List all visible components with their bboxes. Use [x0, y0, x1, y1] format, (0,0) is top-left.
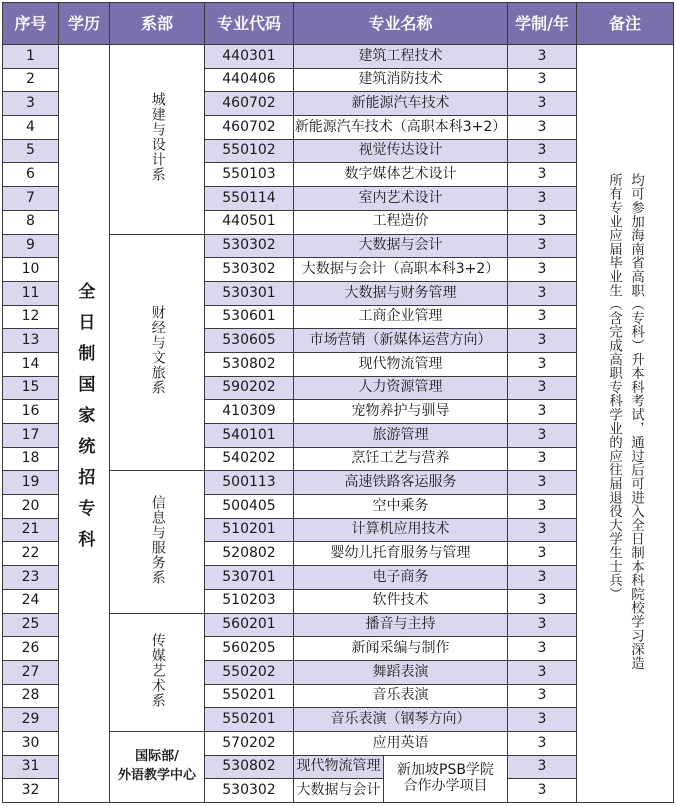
study-years: 3 — [508, 329, 577, 353]
row-number: 15 — [3, 376, 59, 400]
major-name: 新能源汽车技术 — [294, 92, 508, 116]
major-name: 应用英语 — [294, 731, 508, 755]
study-years: 3 — [508, 684, 577, 708]
major-name: 电子商务 — [294, 566, 508, 590]
row-number: 9 — [3, 234, 59, 258]
department-name: 信息与服务系 — [149, 494, 166, 585]
major-name: 建筑消防技术 — [294, 68, 508, 92]
row-number: 29 — [3, 708, 59, 732]
major-name: 现代物流管理 — [294, 352, 508, 376]
major-name: 宠物养护与驯导 — [294, 400, 508, 424]
study-years: 3 — [508, 210, 577, 234]
major-code: 520802 — [205, 542, 294, 566]
remarks-line: 所有专业应届毕业生（含完成高职专科学业的应往届退役大学生士兵） — [606, 172, 623, 601]
major-code: 500405 — [205, 495, 294, 519]
major-code: 570202 — [205, 731, 294, 755]
major-name: 播音与主持 — [294, 613, 508, 637]
major-code: 460702 — [205, 116, 294, 140]
study-years: 3 — [508, 731, 577, 755]
major-name: 数字媒体艺术设计 — [294, 163, 508, 187]
major-code: 410309 — [205, 400, 294, 424]
department-cell — [110, 471, 205, 613]
department-cell — [110, 613, 205, 731]
major-code: 540202 — [205, 447, 294, 471]
study-years: 3 — [508, 92, 577, 116]
major-name: 工商企业管理 — [294, 305, 508, 329]
row-number: 20 — [3, 495, 59, 519]
major-code: 530802 — [205, 755, 294, 779]
department-name: 国际部/ 外语教学中心 — [117, 749, 196, 783]
header-remarks: 备注 — [577, 3, 674, 45]
major-code: 550201 — [205, 684, 294, 708]
row-number: 1 — [3, 45, 59, 69]
major-name: 大数据与会计 — [294, 779, 384, 803]
major-name: 人力资源管理 — [294, 376, 508, 400]
major-code: 530301 — [205, 281, 294, 305]
study-years: 3 — [508, 542, 577, 566]
major-code: 590202 — [205, 376, 294, 400]
study-years: 3 — [508, 376, 577, 400]
department-name: 财经与文旅系 — [149, 305, 166, 396]
major-name: 旅游管理 — [294, 424, 508, 448]
major-name: 婴幼儿托育服务与管理 — [294, 542, 508, 566]
major-code: 560205 — [205, 637, 294, 661]
row-number: 25 — [3, 613, 59, 637]
major-name: 软件技术 — [294, 589, 508, 613]
major-name: 大数据与财务管理 — [294, 281, 508, 305]
major-code: 440501 — [205, 210, 294, 234]
row-number: 24 — [3, 589, 59, 613]
row-number: 11 — [3, 281, 59, 305]
study-years: 3 — [508, 139, 577, 163]
major-name: 舞蹈表演 — [294, 660, 508, 684]
row-number: 14 — [3, 352, 59, 376]
major-name: 空中乘务 — [294, 495, 508, 519]
majors-table — [2, 2, 674, 803]
study-years: 3 — [508, 589, 577, 613]
study-years: 3 — [508, 352, 577, 376]
row-number: 21 — [3, 518, 59, 542]
psb-program-note: 新加坡PSB学院 合作办学项目 — [384, 755, 508, 802]
study-years: 3 — [508, 163, 577, 187]
major-name: 音乐表演 — [294, 684, 508, 708]
row-number: 23 — [3, 566, 59, 590]
study-years: 3 — [508, 495, 577, 519]
study-years: 3 — [508, 234, 577, 258]
major-code: 460702 — [205, 92, 294, 116]
study-years: 3 — [508, 518, 577, 542]
row-number: 13 — [3, 329, 59, 353]
study-years: 3 — [508, 281, 577, 305]
row-number: 30 — [3, 731, 59, 755]
major-name: 烹饪工艺与营养 — [294, 447, 508, 471]
study-years: 3 — [508, 424, 577, 448]
major-name: 新闻采编与制作 — [294, 637, 508, 661]
major-name: 大数据与会计 — [294, 234, 508, 258]
major-code: 540101 — [205, 424, 294, 448]
major-name: 现代物流管理 — [294, 755, 384, 779]
major-code: 550201 — [205, 708, 294, 732]
row-number: 5 — [3, 139, 59, 163]
major-name: 市场营销（新媒体运营方向） — [294, 329, 508, 353]
row-number: 3 — [3, 92, 59, 116]
major-name: 工程造价 — [294, 210, 508, 234]
major-name: 大数据与会计（高职本科3+2） — [294, 258, 508, 282]
study-years: 3 — [508, 779, 577, 803]
major-code: 550102 — [205, 139, 294, 163]
major-code: 530701 — [205, 566, 294, 590]
row-number: 18 — [3, 447, 59, 471]
study-years: 3 — [508, 708, 577, 732]
major-name: 建筑工程技术 — [294, 45, 508, 69]
major-code: 440301 — [205, 45, 294, 69]
row-number: 31 — [3, 755, 59, 779]
study-years: 3 — [508, 116, 577, 140]
row-number: 10 — [3, 258, 59, 282]
education-type: 全日制国家统招专科 — [74, 281, 95, 561]
row-number: 19 — [3, 471, 59, 495]
major-code: 530605 — [205, 329, 294, 353]
row-number: 6 — [3, 163, 59, 187]
major-code: 530302 — [205, 779, 294, 803]
header-years: 学制/年 — [508, 3, 577, 45]
header-no: 序号 — [3, 3, 59, 45]
header-code: 专业代码 — [205, 3, 294, 45]
major-name: 新能源汽车技术（高职本科3+2） — [294, 116, 508, 140]
study-years: 3 — [508, 45, 577, 69]
major-code: 530302 — [205, 258, 294, 282]
header-education: 学历 — [59, 3, 110, 45]
row-number: 27 — [3, 660, 59, 684]
study-years: 3 — [508, 400, 577, 424]
major-code: 550114 — [205, 187, 294, 211]
major-code: 550103 — [205, 163, 294, 187]
study-years: 3 — [508, 68, 577, 92]
major-code: 510203 — [205, 589, 294, 613]
department-name: 传媒艺术系 — [149, 632, 166, 708]
row-number: 16 — [3, 400, 59, 424]
study-years: 3 — [508, 613, 577, 637]
remarks-line: 均可参加海南省高职（专科）升本科考试，通过后可进入全日制本科院校学习深造 — [628, 172, 645, 670]
major-name: 高速铁路客运服务 — [294, 471, 508, 495]
major-code: 510201 — [205, 518, 294, 542]
row-number: 12 — [3, 305, 59, 329]
row-number: 2 — [3, 68, 59, 92]
education-type-cell — [59, 45, 110, 803]
major-code: 530601 — [205, 305, 294, 329]
major-name: 室内艺术设计 — [294, 187, 508, 211]
department-cell — [110, 45, 205, 235]
study-years: 3 — [508, 566, 577, 590]
department-name: 城建与设计系 — [149, 92, 166, 183]
row-number: 26 — [3, 637, 59, 661]
header-department: 系部 — [110, 3, 205, 45]
study-years: 3 — [508, 660, 577, 684]
study-years: 3 — [508, 258, 577, 282]
major-code: 440406 — [205, 68, 294, 92]
remarks-cell — [577, 45, 674, 803]
study-years: 3 — [508, 187, 577, 211]
department-cell — [110, 234, 205, 471]
study-years: 3 — [508, 305, 577, 329]
major-name: 视觉传达设计 — [294, 139, 508, 163]
major-name: 音乐表演（钢琴方向） — [294, 708, 508, 732]
header-major-name: 专业名称 — [294, 3, 508, 45]
study-years: 3 — [508, 637, 577, 661]
row-number: 17 — [3, 424, 59, 448]
remarks-text — [603, 173, 647, 670]
row-number: 7 — [3, 187, 59, 211]
study-years: 3 — [508, 447, 577, 471]
row-number: 28 — [3, 684, 59, 708]
row-number: 8 — [3, 210, 59, 234]
row-number: 4 — [3, 116, 59, 140]
major-code: 550202 — [205, 660, 294, 684]
major-code: 530802 — [205, 352, 294, 376]
major-name: 计算机应用技术 — [294, 518, 508, 542]
header-row — [3, 3, 674, 45]
row-number: 32 — [3, 779, 59, 803]
study-years: 3 — [508, 755, 577, 779]
department-cell — [110, 731, 205, 802]
table-row — [3, 45, 674, 69]
study-years: 3 — [508, 471, 577, 495]
major-code: 530302 — [205, 234, 294, 258]
major-code: 500113 — [205, 471, 294, 495]
major-code: 560201 — [205, 613, 294, 637]
row-number: 22 — [3, 542, 59, 566]
